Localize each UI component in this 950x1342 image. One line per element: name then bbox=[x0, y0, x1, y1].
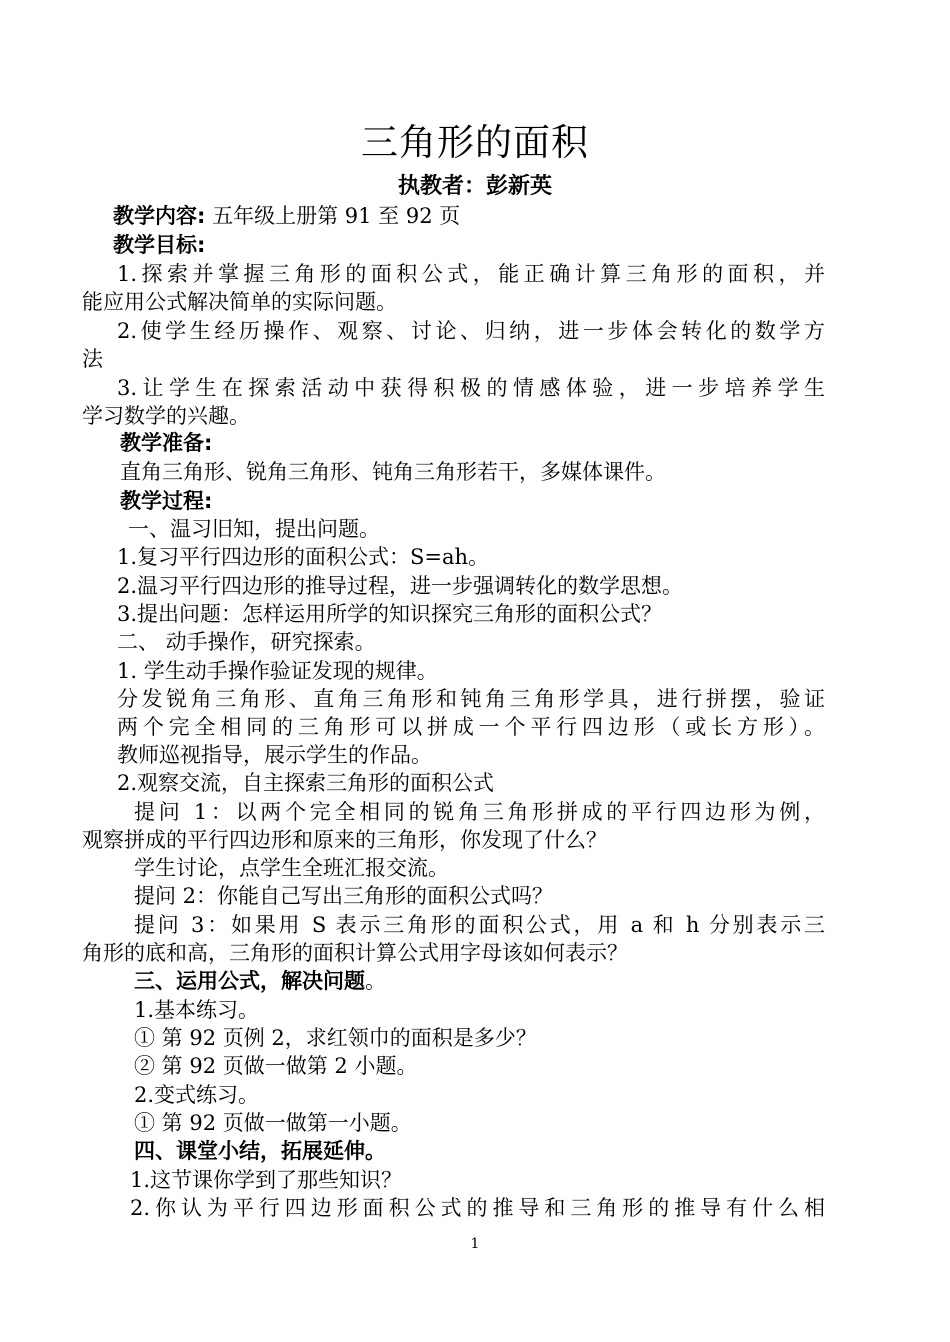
section-2-item-1-line-1: 分发锐角三角形、直角三角形和钝角三角形学具，进行拼摆，验证 bbox=[117, 687, 825, 711]
student-discussion: 学生讨论，点学生全班汇报交流。 bbox=[134, 856, 449, 880]
teaching-content-label: 教学内容: bbox=[113, 204, 206, 228]
section-1-title: 一、温习旧知，提出问题。 bbox=[128, 517, 380, 541]
section-4-item-1: 1.这节课你学到了那些知识？ bbox=[130, 1168, 403, 1192]
section-2-item-2: 2.观察交流，自主探索三角形的面积公式 bbox=[117, 771, 495, 795]
section-2-title: 二、 动手操作，研究探索。 bbox=[117, 630, 376, 654]
teaching-content-value: 五年级上册第 91 至 92 页 bbox=[205, 204, 461, 228]
section-3-item-2: 2.变式练习。 bbox=[134, 1083, 260, 1107]
goal-2-line-2: 法 bbox=[82, 347, 103, 371]
section-1-item-1: 1.复习平行四边形的面积公式：S=ah。 bbox=[117, 545, 490, 569]
section-3-item-1: 1.基本练习。 bbox=[134, 998, 260, 1022]
section-1-item-3: 3.提出问题：怎样运用所学的知识探究三角形的面积公式？ bbox=[117, 602, 663, 626]
section-3-title-end: 。 bbox=[365, 969, 386, 993]
section-3-title bbox=[134, 966, 386, 996]
section-3-item-1a: ① 第 92 页例 2，求红领巾的面积是多少？ bbox=[134, 1026, 537, 1050]
teaching-prep-text: 直角三角形、锐角三角形、钝角三角形若干，多媒体课件。 bbox=[120, 460, 666, 484]
question-3-line-1: 提问 3：如果用 S 表示三角形的面积公式，用 a 和 h 分别表示三 bbox=[134, 913, 825, 937]
goal-3-line-1: 3.让学生在探索活动中获得积极的情感体验，进一步培养学生 bbox=[117, 376, 825, 400]
question-1-line-2: 观察拼成的平行四边形和原来的三角形，你发现了什么？ bbox=[82, 828, 607, 852]
section-4-item-2: 2.你认为平行四边形面积公式的推导和三角形的推导有什么相 bbox=[130, 1196, 825, 1220]
section-2-item-1: 1. 学生动手操作验证发现的规律。 bbox=[117, 659, 438, 683]
teaching-prep-label: 教学准备: bbox=[120, 431, 213, 455]
section-3-title-text: 三、运用公式，解决问题 bbox=[134, 969, 365, 993]
teaching-content-line bbox=[113, 201, 460, 231]
question-2: 提问 2：你能自己写出三角形的面积公式吗？ bbox=[134, 884, 554, 908]
author-line: 执教者：彭新英 bbox=[397, 174, 552, 199]
teaching-goals-label: 教学目标: bbox=[113, 233, 206, 257]
goal-3-line-2: 学习数学的兴趣。 bbox=[82, 404, 250, 428]
goal-1-line-1: 1.探索并掌握三角形的面积公式，能正确计算三角形的面积，并 bbox=[117, 262, 825, 286]
section-4-title: 四、课堂小结，拓展延伸。 bbox=[134, 1139, 386, 1163]
question-1-line-1: 提问 1：以两个完全相同的锐角三角形拼成的平行四边形为例， bbox=[134, 800, 825, 824]
page-number: 1 bbox=[470, 1236, 480, 1252]
document-title: 三角形的面积 bbox=[361, 121, 589, 164]
section-2-item-1-line-3: 教师巡视指导，展示学生的作品。 bbox=[117, 743, 432, 767]
teaching-process-label: 教学过程: bbox=[120, 489, 213, 513]
goal-2-line-1: 2.使学生经历操作、观察、讨论、归纳，进一步体会转化的数学方 bbox=[117, 319, 825, 343]
question-3-line-2: 角形的底和高，三角形的面积计算公式用字母该如何表示？ bbox=[82, 941, 628, 965]
section-1-item-2: 2.温习平行四边形的推导过程，进一步强调转化的数学思想。 bbox=[117, 574, 684, 598]
section-2-item-1-line-2: 两个完全相同的三角形可以拼成一个平行四边形（或长方形）。 bbox=[117, 715, 825, 739]
section-3-item-2a: ① 第 92 页做一做第一小题。 bbox=[134, 1111, 412, 1135]
section-3-item-1b: ② 第 92 页做一做第 2 小题。 bbox=[134, 1054, 418, 1078]
goal-1-line-2: 能应用公式解决简单的实际问题。 bbox=[82, 290, 397, 314]
